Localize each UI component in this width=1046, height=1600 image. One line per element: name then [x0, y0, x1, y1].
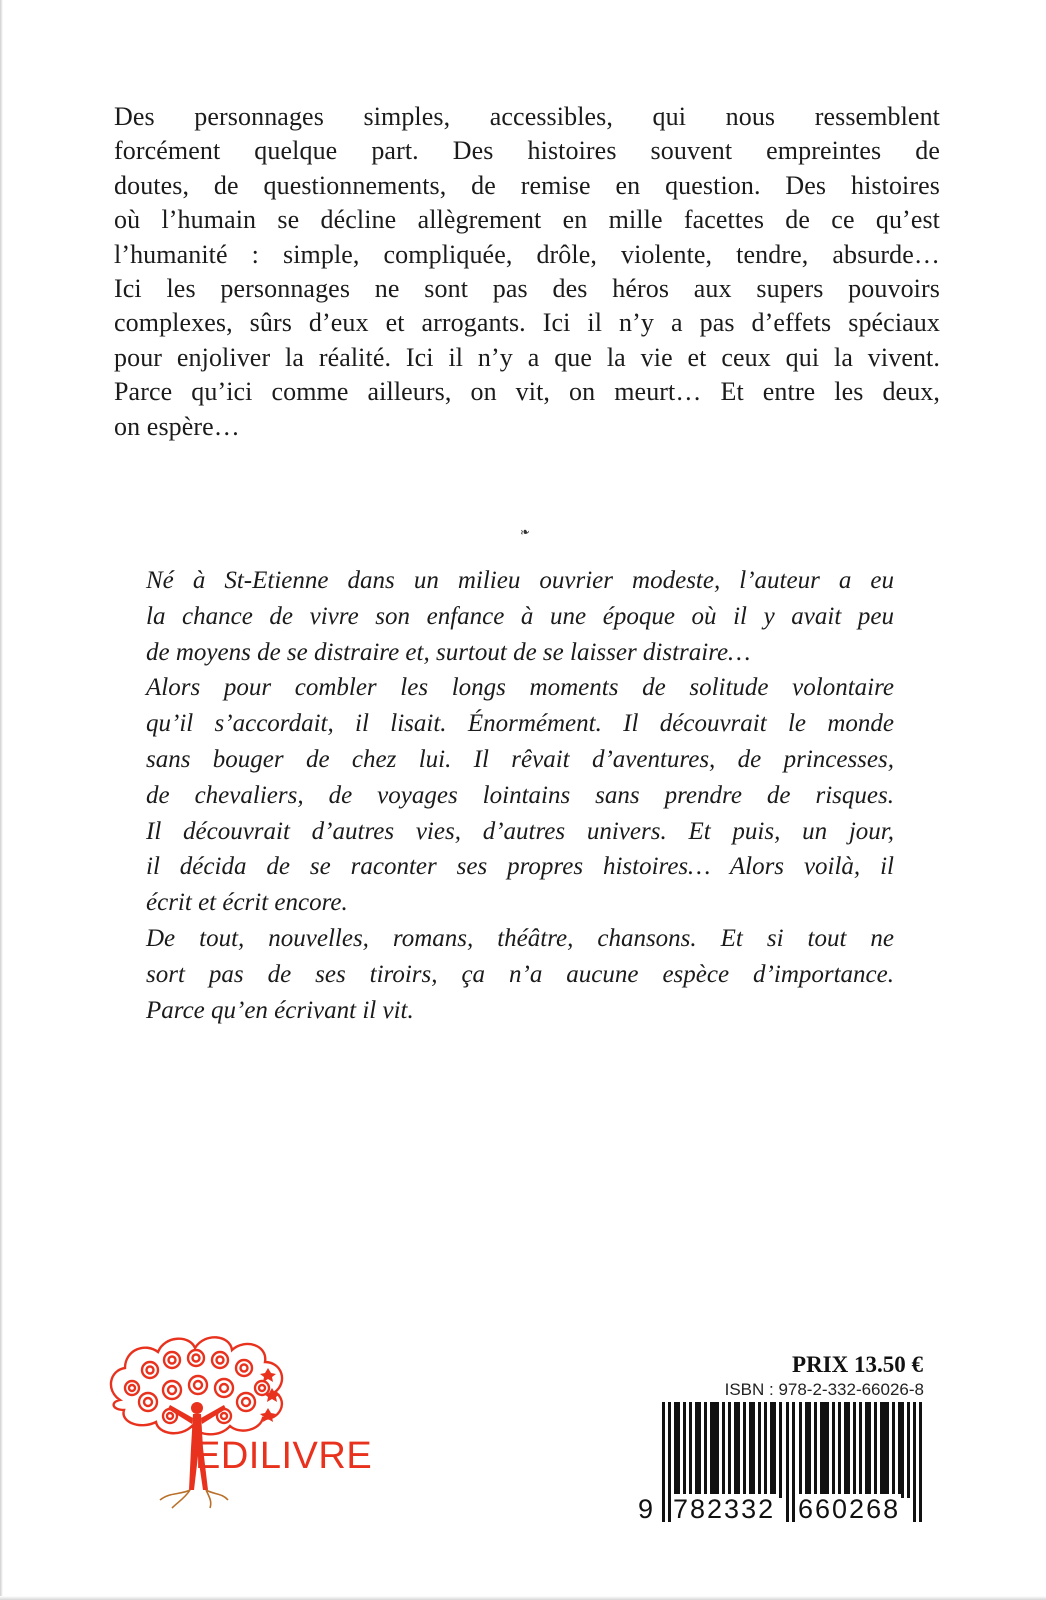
page-edge-left: [0, 0, 3, 1600]
bio-line: sans bouger de chez lui. Il rêvait d’aventures, de princesses,: [146, 745, 894, 773]
bio-line: il décida de se raconter ses propres histoires… Alors voilà, il: [146, 853, 894, 881]
barcode-digit-first: 9: [638, 1494, 654, 1524]
bio-line: écrit et écrit encore.: [146, 889, 348, 917]
blurb-line: où l’humain se décline allègrement en mille facettes de ce qu’est: [114, 205, 940, 235]
isbn-label: ISBN : 978-2-332-66026-8: [724, 1380, 924, 1399]
bio-line: Parce qu’en écrivant il vit.: [146, 996, 414, 1024]
ornament-icon: ❧: [518, 524, 532, 540]
price-barcode-block: [638, 1352, 926, 1527]
blurb-line: Des personnages simples, accessibles, qui nous ressemblent: [114, 102, 940, 131]
page-edge-bottom: [0, 1596, 1046, 1600]
bio-line: qu’il s’accordait, il lisait. Énormément. Il découvrait le monde: [146, 710, 894, 738]
bio-line: de chevaliers, de voyages lointains sans prendre de risques.: [146, 781, 894, 809]
publisher-logo-icon: [100, 1330, 390, 1510]
bio-line: Il découvrait d’autres vies, d’autres univers. Et puis, un jour,: [146, 817, 894, 845]
bio-line: de moyens de se distraire et, surtout de se laisser distraire…: [146, 638, 751, 666]
barcode-digits: [638, 1494, 926, 1524]
blurb-line: on espère…: [114, 411, 240, 441]
bio-line: De tout, nouvelles, romans, théâtre, chansons. Et si tout ne: [146, 924, 894, 952]
blurb-line: l’humanité : simple, compliquée, drôle, violente, tendre, absurde…: [114, 239, 940, 269]
blurb-line: doutes, de questionnements, de remise en question. Des histoires: [114, 170, 940, 200]
bio-line: Né à St-Etienne dans un milieu ouvrier modeste, l’auteur a eu: [146, 567, 894, 594]
blurb-line: complexes, sûrs d’eux et arrogants. Ici il n’y a pas d’effets spéciaux: [114, 308, 940, 338]
publisher-name: EDILIVRE: [195, 1435, 373, 1477]
price-label: PRIX 13.50 €: [792, 1352, 923, 1377]
author-bio: [146, 563, 894, 1028]
blurb-line: Parce qu’ici comme ailleurs, on vit, on meurt… Et entre les deux,: [114, 377, 940, 407]
bio-line: Alors pour combler les longs moments de solitude volontaire: [146, 674, 894, 702]
barcode-digits-right: 660268: [798, 1494, 901, 1524]
back-cover-blurb: [114, 100, 940, 444]
blurb-line: Ici les personnages ne sont pas des héros aux supers pouvoirs: [114, 274, 940, 304]
blurb-line: forcément quelque part. Des histoires souvent empreintes de: [114, 136, 940, 166]
bio-line: sort pas de ses tiroirs, ça n’a aucune espèce d’importance.: [146, 960, 894, 988]
bio-line: la chance de vivre son enfance à une époque où il y avait peu: [146, 602, 894, 630]
blurb-line: pour enjoliver la réalité. Ici il n’y a que la vie et ceux qui la vivent.: [114, 342, 940, 372]
barcode-digits-left: 782332: [673, 1494, 776, 1524]
